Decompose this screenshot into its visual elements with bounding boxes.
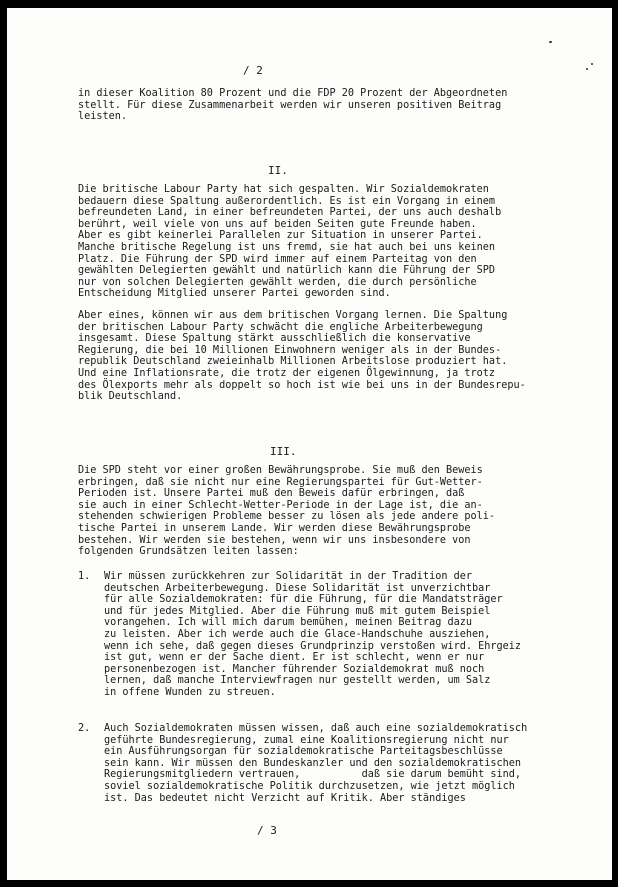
text-line: Auch Sozialdemokraten müssen wissen, daß auch eine sozialdemokratisch [104,723,528,734]
text-line: bestehen. Wir werden sie bestehen, wenn wir uns insbesondere von [78,534,471,546]
text-line: Regierung, die bei 10 Millionen Einwohnern weniger als in der Bundes- [78,344,502,356]
text-line: nur von solchen Delegierten gewählt werden, die durch persönliche [78,276,477,288]
text-line: insgesamt. Diese Spaltung stärkt ausschließlich die konservative [78,333,471,345]
text-line: zu leisten. Aber ich werde auch die Glace-Handschuhe ausziehen, [104,628,491,640]
text-line: Perioden ist. Unsere Partei muß den Beweis dafür erbringen, daß [78,488,465,500]
section-heading-3: III. [270,445,297,458]
text-line: lernen, daß manche Interviewfragen nur gestellt werden, um Salz [104,675,491,687]
list-item-number: 1. [78,571,91,582]
text-line: Und eine Inflationsrate, die trotz der eigenen Ölgewinnung, ja trotz [78,367,496,379]
text-line: gewählten Delegierten gewählt und natürlich kann die Führung der SPD [78,265,496,277]
text-line: stellt. Für diese Zusammenarbeit werden wir unseren positiven Beitrag [78,99,502,111]
text-line: Aber eines, können wir aus dem britischen Vorgang lernen. Die Spaltung [78,310,508,321]
section-heading-2: II. [268,164,288,177]
scan-speck [586,68,588,70]
intro-paragraph [78,88,598,123]
text-line: ein Ausführungsorgan für sozialdemokratische Parteitagsbeschlüsse [104,746,503,758]
text-line: bedauern diese Spaltung außerordentlich. Es ist ein Vorgang in einem [78,195,496,207]
text-line: in offene Wunden zu streuen. [104,686,276,698]
text-line: leisten. [78,111,128,123]
page-marker-bottom: / 3 [257,824,277,837]
text-line: für alle Sozialdemokraten: für die Führung, für die Mandatsträger [104,594,503,606]
text-line: erbringen, daß sie nicht nur eine Regierungspartei für Gut-Wetter- [78,476,483,488]
text-line: ist gut, wenn er der Sache dient. Er ist schlecht, wenn er nur [104,652,485,664]
text-line: befreundeten Land, in einer befreundeten Partei, der uns auch deshalb [78,207,502,219]
text-line: deutschen Arbeiterbewegung. Diese Solidarität ist unverzichtbar [104,582,491,594]
list-item-body [104,571,521,699]
section2-paragraph-1 [78,184,598,300]
text-line: Wir müssen zurückkehren zur Solidarität in der Tradition der [104,571,473,582]
text-line: des Ölexports mehr als doppelt so hoch ist wie bei uns in der Bundesrepu- [78,379,526,391]
text-line: ist. Das bedeutet nicht Verzicht auf Kritik. Aber ständiges [104,792,466,804]
text-line: berührt, weil viele von uns auf beiden Seiten gute Freunde haben. [78,218,477,230]
text-line: Platz. Die Führung der SPD wird immer auf einem Parteitag von den [78,253,477,265]
text-line: in dieser Koalition 80 Prozent und die FDP 20 Prozent der Abgeordneten [78,88,508,99]
scan-speck [549,41,552,43]
text-line: sie auch in einer Schlecht-Wetter-Periode in der Lage ist, die an- [78,499,483,511]
text-line: Die SPD steht vor einer großen Bewährungsprobe. Sie muß den Beweis [78,465,483,476]
text-line: und für jedes Mitglied. Aber die Führung muß mit gutem Beispiel [104,605,491,617]
text-line: republik Deutschland zweieinhalb Millionen Arbeitslose produziert hat. [78,356,508,368]
page-marker-top: / 2 [243,64,263,77]
text-line: Entscheidung Mitglied unserer Partei geworden sind. [78,288,391,300]
section3-paragraph-1 [78,465,598,558]
text-line: tische Partei in unserem Lande. Wir werden diese Bewährungsprobe [78,522,471,534]
text-line: Regierungsmitgliedern vertrauen, daß sie darum bemüht sind, [104,769,522,781]
text-line: Aber es gibt keinerlei Parallelen zur Situation in unserer Partei. [78,230,483,242]
text-line: Die britische Labour Party hat sich gespalten. Wir Sozialdemokraten [78,184,489,195]
text-line: sein kann. Wir müssen den Bundeskanzler und den sozialdemokratischen [104,757,522,769]
document-page [7,8,612,880]
list-item-body [104,723,527,804]
text-line: vorangehen. Ich will mich darum bemühen, meinen Beitrag dazu [104,617,473,629]
section2-paragraph-2 [78,310,598,403]
text-line: Manche britische Regelung ist uns fremd, sie hat auch bei uns keinen [78,241,496,253]
text-line: stehenden schwierigen Probleme besser zu lösen als jede andere poli- [78,511,496,523]
text-line: folgenden Grundsätzen leiten lassen: [78,546,299,558]
text-line: soviel sozialdemokratische Politik durchzusetzen, wie jetzt möglich [104,780,515,792]
scan-speck [591,63,593,65]
text-line: der britischen Labour Party schwächt die engliche Arbeiterbewegung [78,321,483,333]
text-line: blik Deutschland. [78,391,183,403]
text-line: geführte Bundesregierung, zumal eine Koalitionsregierung nicht nur [104,734,509,746]
text-line: wenn ich sehe, daß gegen dieses Grundprinzip verstoßen wird. Ehrgeiz [104,640,522,652]
list-item-number: 2. [78,723,91,734]
text-line: personenbezogen ist. Mancher führender Sozialdemokrat muß noch [104,663,485,675]
